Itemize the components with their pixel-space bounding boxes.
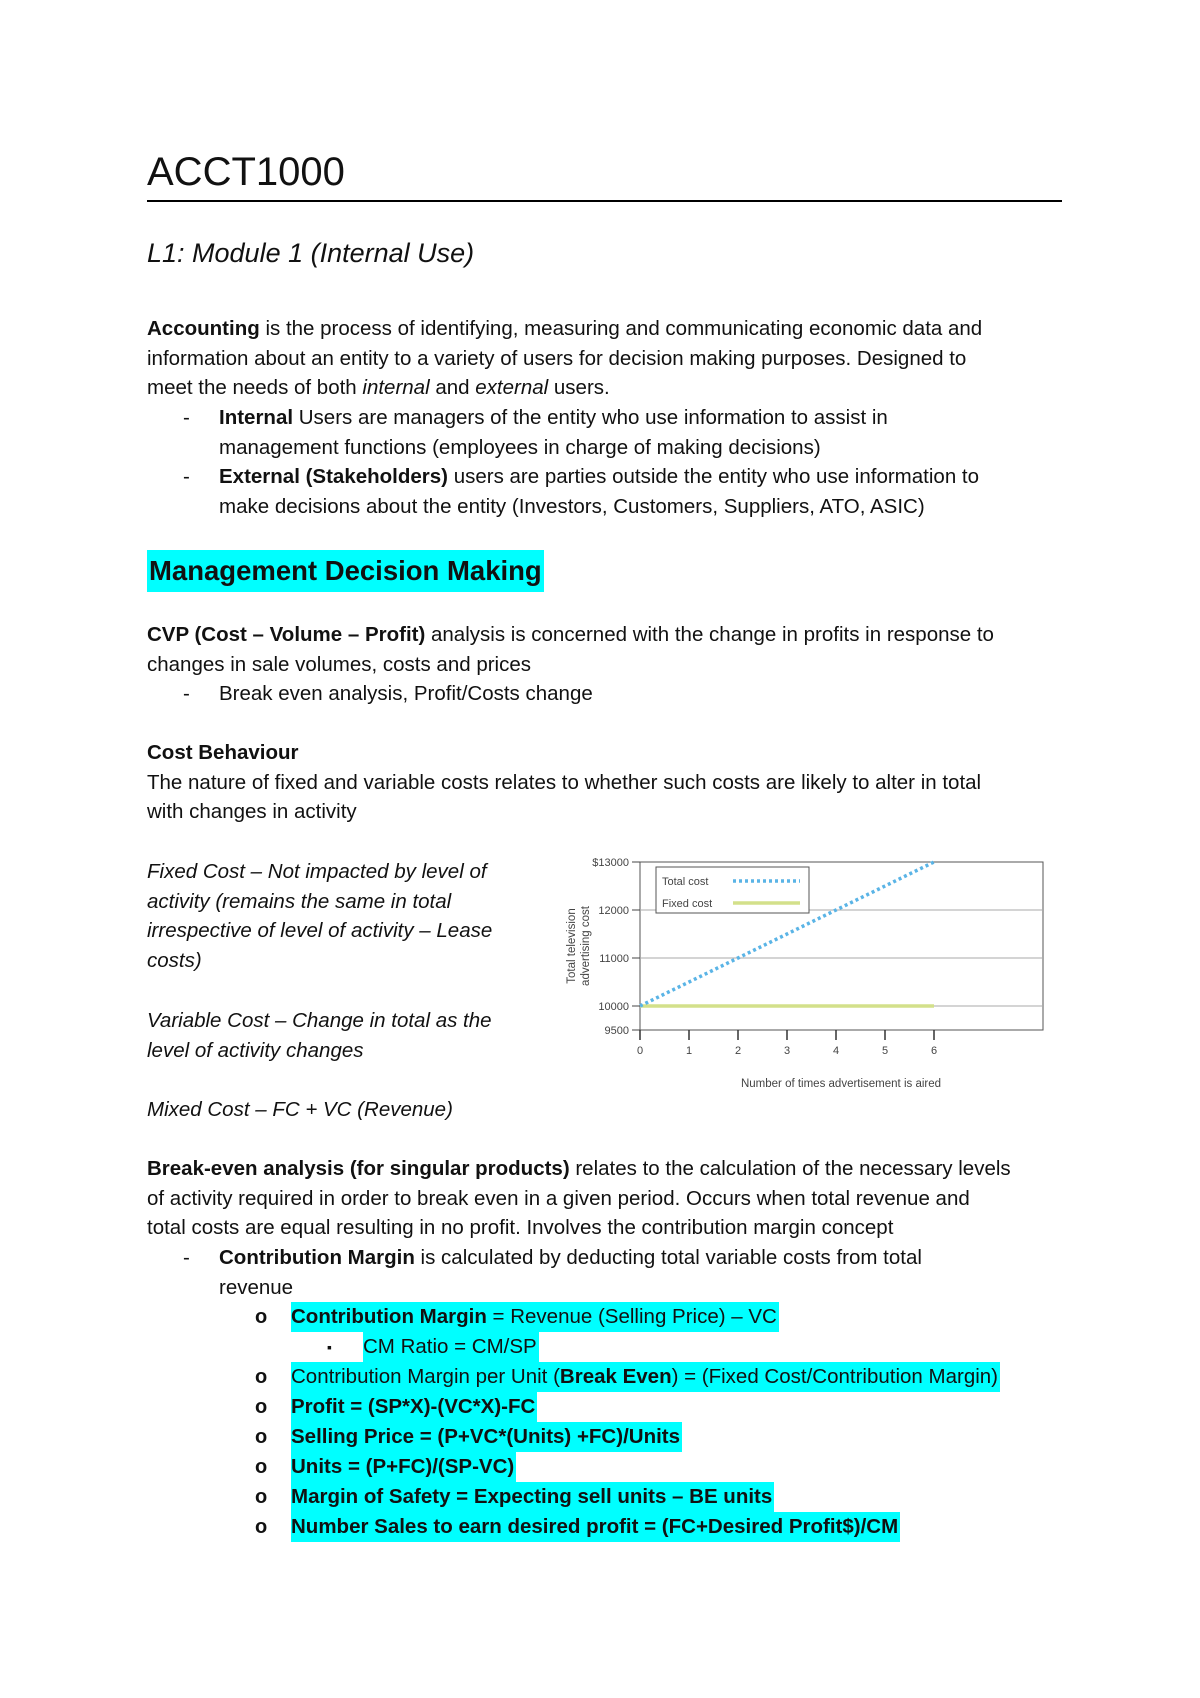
list-item-break-even: - Break even analysis, Profit/Costs change xyxy=(183,682,593,705)
mixed-cost-text: Mixed Cost – FC + VC (Revenue) xyxy=(147,1098,453,1121)
x-tick-label: 5 xyxy=(881,1045,889,1057)
cvp-line-1: CVP (Cost – Volume – Profit) analysis is concerned with the change in profits in response to xyxy=(147,623,994,646)
section-heading: Management Decision Making xyxy=(147,550,544,592)
list-item-contribution-margin: - Contribution Margin is calculated by deducting total variable costs from total revenue xyxy=(183,1246,922,1299)
cost-behaviour-heading: Cost Behaviour xyxy=(147,741,299,764)
break-even-line-2: of activity required in order to break even in a given period. Occurs when total revenue and xyxy=(147,1187,970,1210)
break-even-line-1: Break-even analysis (for singular products) relates to the calculation of the necessary levels xyxy=(147,1157,1011,1180)
page-title: ACCT1000 xyxy=(147,150,345,194)
x-tick-label: 2 xyxy=(734,1045,742,1057)
cost-behaviour-line-1: The nature of fixed and variable costs relates to whether such costs are likely to alter in total xyxy=(147,771,982,794)
fixed-cost-text: Fixed Cost – Not impacted by level of activity (remains the same in total irrespective of level of activity – Lease costs) xyxy=(147,860,493,972)
x-tick-label: 4 xyxy=(832,1045,840,1057)
x-tick-label: 6 xyxy=(930,1045,938,1057)
intro-line-3: meet the needs of both internal and external users. xyxy=(147,376,610,399)
y-tick-label: $13000 xyxy=(592,857,629,869)
x-axis-label: Number of times advertisement is aired xyxy=(740,1078,942,1090)
y-axis-label: advertising cost xyxy=(580,906,592,986)
y-tick-label: 10000 xyxy=(598,1001,629,1013)
y-tick-label: 11000 xyxy=(599,953,629,965)
cost-behaviour-line-2: with changes in activity xyxy=(147,800,357,823)
title-divider xyxy=(147,200,1062,202)
x-tick-label: 3 xyxy=(783,1045,791,1057)
intro-line-2: information about an entity to a variety of users for decision making purposes. Designed to xyxy=(147,347,967,370)
x-tick-label: 1 xyxy=(685,1045,693,1057)
module-subtitle: L1: Module 1 (Internal Use) xyxy=(147,238,475,268)
y-tick-label: 12000 xyxy=(598,905,629,917)
cost-behaviour-chart xyxy=(566,850,1073,1130)
x-tick-label: 0 xyxy=(636,1045,644,1057)
intro-line-1: Accounting is the process of identifying, measuring and communicating economic data and xyxy=(147,317,983,340)
list-item-internal-users: - Internal Users are managers of the entity who use information to assist in management functions (employees in charge of making decisions) xyxy=(183,406,888,459)
break-even-line-3: total costs are equal resulting in no profit. Involves the contribution margin concept xyxy=(147,1216,894,1239)
formula-cm-ratio: ▪ CM Ratio = CM/SP xyxy=(327,1332,627,1362)
list-item-external-users: - External (Stakeholders) users are parties outside the entity who use information to make decisions about the entity (Investors, Customers, Suppliers, ATO, ASIC) xyxy=(183,465,980,518)
legend-label: Fixed cost xyxy=(662,898,713,910)
y-axis-label: Total television xyxy=(566,908,578,984)
y-tick-label: 9500 xyxy=(604,1025,629,1037)
legend xyxy=(656,867,809,913)
variable-cost-text: Variable Cost – Change in total as the level of activity changes xyxy=(147,1009,492,1062)
legend-label: Total cost xyxy=(662,876,709,888)
cvp-line-2: changes in sale volumes, costs and prices xyxy=(147,653,532,676)
